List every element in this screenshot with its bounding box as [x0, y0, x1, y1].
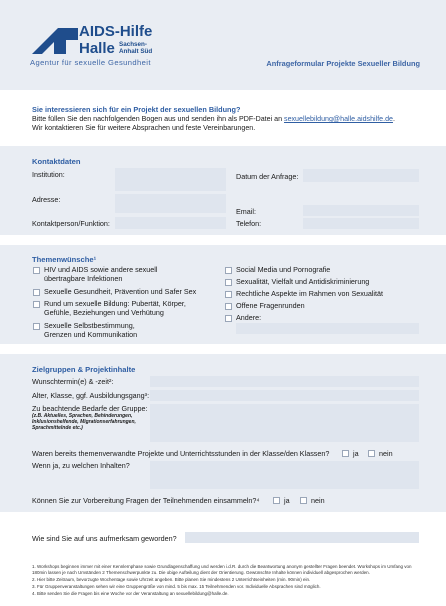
prep-no-label: nein [311, 496, 325, 505]
prior-projects-question: Waren bereits themenverwandte Projekte und Unterrichtsstunden in der Klasse/den Klassen? [32, 449, 330, 458]
age-field[interactable] [150, 390, 419, 401]
wish-date-field[interactable] [150, 376, 419, 387]
topics-title: Themenwünsche¹ [32, 255, 97, 264]
topic-label-questions: Offene Fragenrunden [236, 301, 305, 310]
prep-yes-checkbox[interactable] [273, 497, 280, 504]
logo-subtitle: Sachsen- Anhalt Süd [119, 41, 153, 55]
institution-field[interactable] [115, 168, 226, 191]
intro-line-2: Wir kontaktieren Sie für weitere Absprachen und feste Vereinbarungen. [32, 124, 256, 132]
topic-checkbox-other[interactable] [225, 315, 232, 322]
topic-label-other: Andere: [236, 313, 262, 322]
intro-line-1: Bitte füllen Sie den nachfolgenden Bogen aus und senden ihn als PDF-Datei an sexuellebildung@halle.aidshilfe.de. [32, 115, 395, 123]
email-label: Email: [236, 207, 256, 216]
which-contents-field[interactable] [150, 461, 419, 489]
footnote-1b: 180min lassen je nach Umständen 2 Themenschwerpunkte zu. Die obige Aufteilung dient der Orientierung. Gewünschte Inhalte können individuell abgesprochen werden. [32, 570, 370, 575]
institution-label: Institution: [32, 170, 65, 179]
phone-label: Telefon: [236, 219, 262, 228]
source-field[interactable] [185, 532, 419, 543]
topic-checkbox-selfdetermination[interactable] [33, 323, 40, 330]
needs-hint: (z.B. Aktuelles, Sprachen, Behinderungen, Inklusionshelfende, Migrationserfahrungen, Sprachmittelnde etc.) [32, 413, 136, 431]
topic-label-health: Sexuelle Gesundheit, Prävention und Safer Sex [44, 287, 197, 296]
topic-checkbox-education[interactable] [33, 301, 40, 308]
footnote-4: 4. Bitte senden Sie die Fragen bis eine Woche vor der Veranstaltung an sexuellebildung@halle.de. [32, 591, 229, 596]
topic-other-field[interactable] [236, 323, 419, 334]
logo-mark-icon [30, 28, 80, 54]
target-title: Zielgruppen & Projektinhalte [32, 365, 136, 374]
topic-checkbox-social-media[interactable] [225, 267, 232, 274]
person-label: Kontaktperson/Funktion: [32, 219, 110, 228]
date-field[interactable] [303, 169, 419, 182]
prep-question: Können Sie zur Vorbereitung Fragen der Teilnehmenden einsammeln?⁴ [32, 496, 260, 505]
topic-label-diversity: Sexualität, Vielfalt und Antidiskriminierung [236, 277, 370, 286]
topic-checkbox-legal[interactable] [225, 291, 232, 298]
prior-no-checkbox[interactable] [368, 450, 375, 457]
date-label: Datum der Anfrage: [236, 172, 299, 181]
prep-yes-label: ja [284, 496, 290, 505]
email-link[interactable]: sexuellebildung@halle.aidshilfe.de [284, 115, 393, 123]
needs-field[interactable] [150, 404, 419, 442]
logo-tagline: Agentur für sexuelle Gesundheit [30, 58, 151, 67]
topic-label-selfdetermination: Sexuelle Selbstbestimmung, Grenzen und Kommunikation [44, 321, 138, 339]
topic-label-hiv: HIV und AIDS sowie andere sexuell übertragbare Infektionen [44, 265, 158, 283]
which-contents-label: Wenn ja, zu welchen Inhalten? [32, 461, 130, 470]
footnote-2: 2. Hier bitte Zeitraum, bevorzugte Wochentage sowie Uhrzeit angeben. Bitte planen Sie mindestens 2 Unterrichtseinheiten (min. 90min) ein. [32, 577, 311, 582]
footnote-1a: 1. Workshops beginnen immer mit einer Kennlernphase sowie Grundlagenschaffung und werden i.d.R. durch die Beantwortung anonym gestellter Fragen beendet. Workshops im Umfang von [32, 564, 412, 569]
footnote-3: 3. Für Gruppenveranstaltungen sehen wir eine Gruppengröße von mind. 5 bis max. 15 Teilnehmenden vor. Individuelle Absprachen sind möglich. [32, 584, 321, 589]
prep-no-checkbox[interactable] [300, 497, 307, 504]
topic-checkbox-hiv[interactable] [33, 267, 40, 274]
topic-checkbox-diversity[interactable] [225, 279, 232, 286]
prior-yes-label: ja [353, 449, 359, 458]
intro-question: Sie interessieren sich für ein Projekt der sexuellen Bildung? [32, 105, 241, 114]
age-label: Alter, Klasse, ggf. Ausbildungsgang³: [32, 391, 150, 400]
source-question: Wie sind Sie auf uns aufmerksam geworden? [32, 534, 177, 543]
address-field[interactable] [115, 194, 226, 213]
topic-label-education: Rund um sexuelle Bildung: Pubertät, Körper, Gefühle, Beziehungen und Verhütung [44, 299, 186, 317]
needs-label: Zu beachtende Bedarfe der Gruppe: [32, 404, 148, 413]
phone-field[interactable] [303, 218, 419, 229]
email-field[interactable] [303, 205, 419, 216]
topic-checkbox-questions[interactable] [225, 303, 232, 310]
topic-checkbox-health[interactable] [33, 289, 40, 296]
prior-yes-checkbox[interactable] [342, 450, 349, 457]
wish-date-label: Wunschtermin(e) & -zeit²: [32, 377, 114, 386]
topic-label-social-media: Social Media und Pornografie [236, 265, 331, 274]
form-title: Anfrageformular Projekte Sexueller Bildung [266, 59, 420, 68]
address-label: Adresse: [32, 195, 61, 204]
contact-title: Kontaktdaten [32, 157, 81, 166]
logo-halle: Halle [79, 40, 115, 57]
topic-label-legal: Rechtliche Aspekte im Rahmen von Sexualität [236, 289, 384, 298]
prior-no-label: nein [379, 449, 393, 458]
logo-title: AIDS-Hilfe [79, 23, 153, 40]
person-field[interactable] [115, 217, 226, 229]
